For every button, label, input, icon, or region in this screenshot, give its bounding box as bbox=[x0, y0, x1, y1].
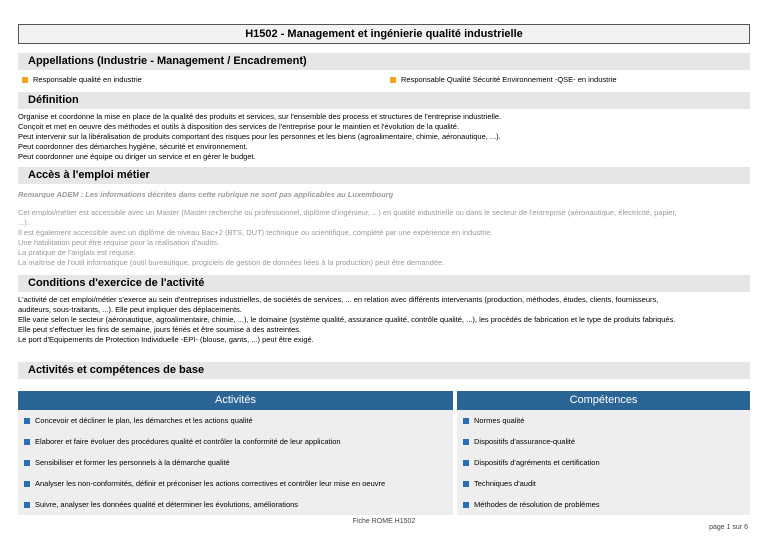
activite-row bbox=[18, 473, 453, 494]
definition-text bbox=[18, 112, 753, 162]
conditions-line: Elle peut s'effectuer les fins de semaine, jours fériés et être soumise à des astreintes. bbox=[18, 325, 302, 334]
activite-label: Sensibiliser et former les personnels à la démarche qualité bbox=[35, 458, 230, 467]
acces-line: Il est également accessible avec un diplôme de niveau Bac+2 (BTS, DUT) technique ou scientifique, complété par une expérience en industrie. bbox=[18, 228, 493, 237]
square-bullet-icon bbox=[24, 502, 30, 508]
conditions-line: auditeurs, sous-traitants, ...). Elle peut impliquer des déplacements. bbox=[18, 305, 242, 314]
activite-label: Analyser les non-conformités, définir et préconiser les actions correctives et contrôler leur mise en oeuvre bbox=[35, 479, 386, 488]
acces-remark-text: Remarque ADEM : Les informations décrites dans cette rubrique ne sont pas applicables au Luxembourg bbox=[18, 190, 394, 199]
footer-reference: Fiche ROME H1502 bbox=[352, 518, 416, 525]
document-title: H1502 - Management et ingénierie qualité industrielle bbox=[18, 24, 750, 44]
acces-line: Une habilitation peut être requise pour la réalisation d'audits. bbox=[18, 238, 220, 247]
square-bullet-icon bbox=[463, 502, 469, 508]
square-bullet-icon bbox=[390, 77, 396, 83]
conditions-line: L'activité de cet emploi/métier s'exerce au sein d'entreprises industrielles, de sociétés de services, ... en relation avec différents intervenants (production, méthodes, études, clients, fournisseurs, bbox=[18, 295, 659, 304]
competence-label: Méthodes de résolution de problèmes bbox=[474, 500, 600, 509]
column-header-activites: Activités bbox=[18, 391, 453, 410]
conditions-line: Elle varie selon le secteur (aéronautique, agroalimentaire, chimie, ...), le domaine (système qualité, assurance qualité, contrôle qualité, ...), les procédés de fabrication et le type de produits fabriqués. bbox=[18, 315, 676, 324]
acces-line: ...). bbox=[18, 218, 29, 227]
competence-row bbox=[457, 410, 750, 431]
activite-row bbox=[18, 410, 453, 431]
conditions-text bbox=[18, 295, 753, 345]
competence-label: Techniques d'audit bbox=[474, 479, 536, 488]
square-bullet-icon bbox=[24, 418, 30, 424]
square-bullet-icon bbox=[24, 481, 30, 487]
appellation-label: Responsable qualité en industrie bbox=[33, 75, 142, 84]
square-bullet-icon bbox=[463, 481, 469, 487]
acces-line: La pratique de l'anglais est requise. bbox=[18, 248, 136, 257]
page-number: page 1 sur 6 bbox=[709, 524, 748, 531]
section-heading-conditions: Conditions d'exercice de l'activité bbox=[18, 275, 750, 292]
square-bullet-icon bbox=[24, 439, 30, 445]
acces-line: Cet emploi/métier est accessible avec un Master (Master recherche ou professionnel, diplôme d'ingénieur, ...) en qualité industrielle ou dans le secteur de l'entreprise (aéronautique, électricité, papier, bbox=[18, 208, 677, 217]
square-bullet-icon bbox=[463, 439, 469, 445]
competence-row bbox=[457, 431, 750, 452]
section-heading-definition: Définition bbox=[18, 92, 750, 109]
definition-line: Peut coordonner une équipe ou diriger un service et en gérer le budget. bbox=[18, 152, 256, 161]
acces-line: La maîtrise de l'outil informatique (outil bureautique, progiciels de gestion de données liées à la production) peut être demandée. bbox=[18, 258, 445, 267]
appellation-label: Responsable Qualité Sécurité Environnement -QSE- en industrie bbox=[401, 75, 617, 84]
definition-line: Peut intervenir sur la libéralisation de produits comportant des risques pour les personnes et les biens (agroalimentaire, chimie, aéronautique, ...). bbox=[18, 132, 501, 141]
acces-text bbox=[18, 208, 753, 268]
section-heading-appellations: Appellations (Industrie - Management / Encadrement) bbox=[18, 53, 750, 70]
appellation-item bbox=[22, 75, 142, 85]
column-header-competences: Compétences bbox=[457, 391, 750, 410]
definition-line: Peut coordonner des démarches hygiène, sécurité et environnement. bbox=[18, 142, 248, 151]
conditions-line: Le port d'Equipements de Protection Individuelle -EPI- (blouse, gants, ...) peut être exigé. bbox=[18, 335, 314, 344]
square-bullet-icon bbox=[22, 77, 28, 83]
appellation-item bbox=[390, 75, 617, 85]
activite-label: Suivre, analyser les données qualité et déterminer les évolutions, améliorations bbox=[35, 500, 299, 509]
competence-label: Dispositifs d'agréments et certification bbox=[474, 458, 600, 467]
activite-label: Elaborer et faire évoluer des procédures qualité et contrôler la conformité de leur application bbox=[35, 437, 341, 446]
acces-remark bbox=[18, 190, 753, 200]
competence-label: Dispositifs d'assurance-qualité bbox=[474, 437, 576, 446]
section-heading-acces: Accès à l'emploi métier bbox=[18, 167, 750, 184]
section-heading-activites: Activités et compétences de base bbox=[18, 362, 750, 379]
square-bullet-icon bbox=[24, 460, 30, 466]
competence-row bbox=[457, 494, 750, 515]
competence-row bbox=[457, 452, 750, 473]
activite-row bbox=[18, 431, 453, 452]
definition-line: Organise et coordonne la mise en place de la qualité des produits et services, sur l'ensemble des process et structures de l'entreprise industrielle. bbox=[18, 112, 502, 121]
competence-label: Normes qualité bbox=[474, 416, 525, 425]
activite-row bbox=[18, 452, 453, 473]
definition-line: Conçoit et met en oeuvre des méthodes et outils à disposition des services de l'entreprise pour le maintien et l'évolution de la qualité. bbox=[18, 122, 460, 131]
competence-row bbox=[457, 473, 750, 494]
square-bullet-icon bbox=[463, 460, 469, 466]
activite-row bbox=[18, 494, 453, 515]
activite-label: Concevoir et décliner le plan, les démarches et les actions qualité bbox=[35, 416, 253, 425]
square-bullet-icon bbox=[463, 418, 469, 424]
